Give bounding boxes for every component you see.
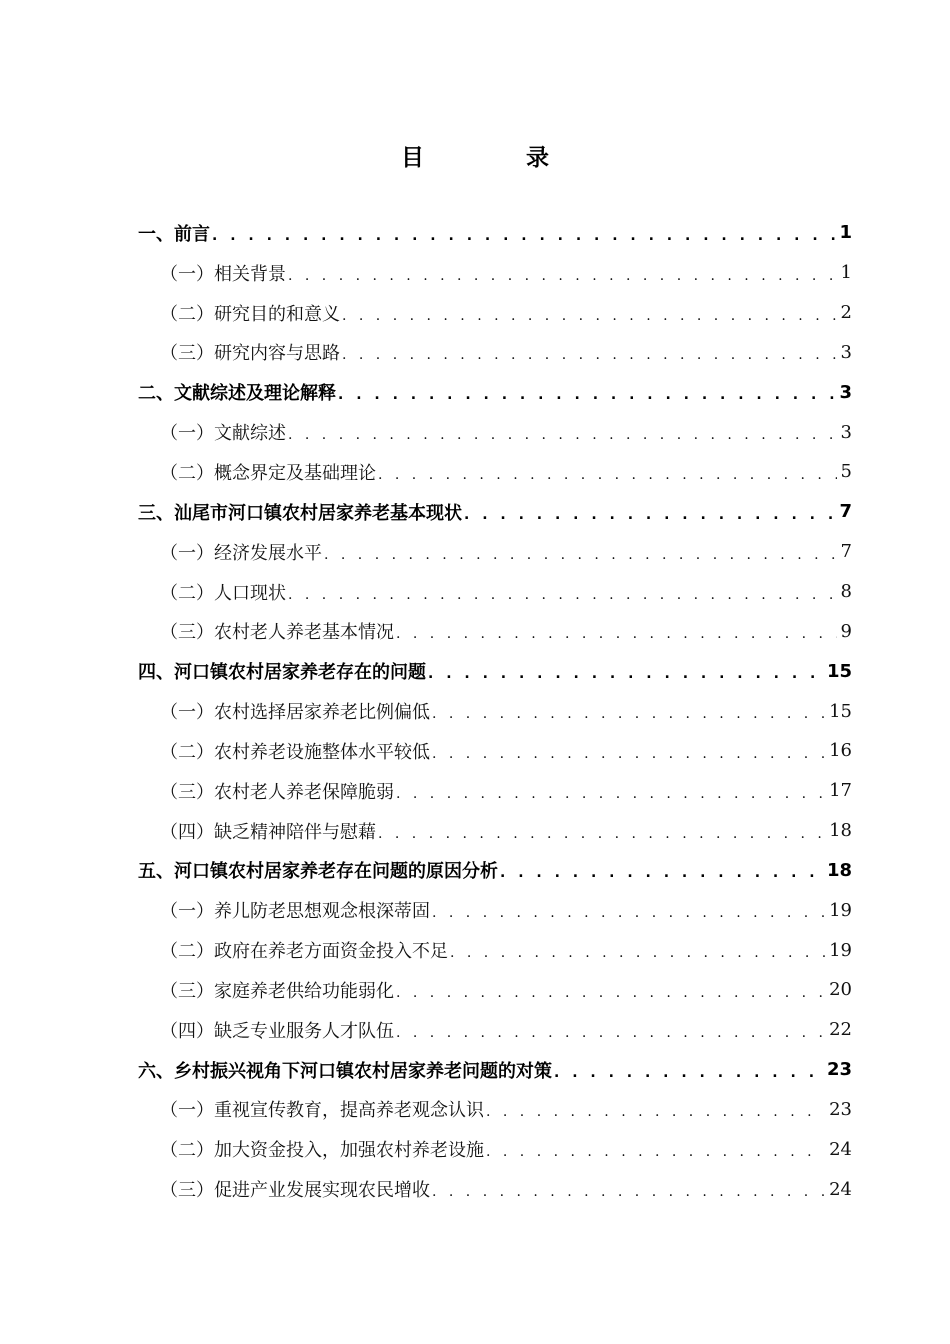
toc-leader-dots [288,587,837,603]
toc-entry-title: （三）促进产业发展实现农民增收 [160,1180,430,1202]
toc-page-number: 18 [829,820,852,842]
toc-entry-title: （二）加大资金投入，加强农村养老设施 [160,1140,484,1162]
toc-leader-dots [432,746,825,762]
toc-entry-title: （三）研究内容与思路 [160,343,340,365]
toc-entry[interactable] [138,851,852,891]
toc-page-number: 3 [840,341,852,363]
toc-leader-dots [212,228,835,244]
toc-leader-dots [342,308,837,324]
toc-entry[interactable] [138,890,852,930]
toc-page-number: 20 [829,979,852,1001]
toc-leader-dots [450,945,825,961]
toc-entry-title: （一）相关背景 [160,263,286,285]
toc-entry-title: （二）政府在养老方面资金投入不足 [160,941,448,963]
toc-entry[interactable] [138,492,852,532]
toc-entry[interactable] [138,293,852,333]
toc-entry-title: 一、前言 [138,223,210,245]
toc-page-number: 19 [829,899,852,921]
toc-entry-title: （一）养儿防老思想观念根深蒂固 [160,901,430,923]
toc-leader-dots [324,547,837,563]
toc-page-number: 9 [840,620,852,642]
toc-entry[interactable] [138,970,852,1010]
toc-entry-title: （一）经济发展水平 [160,542,322,564]
toc-page-number: 16 [829,740,852,762]
toc-entry-title: （三）家庭养老供给功能弱化 [160,980,394,1002]
toc-entry-title: 四、河口镇农村居家养老存在的问题 [138,662,426,684]
toc-entry[interactable] [138,572,852,612]
toc-leader-dots [432,905,825,921]
toc-leader-dots [432,1184,825,1200]
toc-entry[interactable] [138,1090,852,1130]
toc-page-number: 24 [829,1138,852,1160]
toc-entry[interactable] [138,253,852,293]
toc-leader-dots [396,1025,825,1041]
toc-entry-title: （四）缺乏专业服务人才队伍 [160,1020,394,1042]
toc-entry[interactable] [138,1010,852,1050]
toc-page-number: 22 [829,1019,852,1041]
toc-entry[interactable] [138,532,852,572]
toc-entry-title: 二、文献综述及理论解释 [138,383,336,405]
toc-page-number: 15 [829,700,852,722]
toc-entry-title: 六、乡村振兴视角下河口镇农村居家养老问题的对策 [138,1060,552,1082]
toc-entry[interactable] [138,611,852,651]
toc-leader-dots [396,626,837,642]
toc-page-number: 3 [840,421,852,443]
toc-entry[interactable] [138,213,852,253]
toc-leader-dots [288,268,837,284]
toc-entry[interactable] [138,1050,852,1090]
toc-page-number: 7 [839,501,852,523]
toc-page-number: 7 [840,541,852,563]
toc-page-number: 3 [839,381,852,403]
toc-page-number: 2 [840,302,852,324]
toc-page-number: 24 [829,1178,852,1200]
toc-page-number: 18 [826,859,852,881]
toc-entry-title: （一）文献综述 [160,423,286,445]
toc-leader-dots [486,1144,825,1160]
toc-leader-dots [396,985,825,1001]
toc-entry[interactable] [138,731,852,771]
toc-leader-dots [378,467,837,483]
toc-leader-dots [288,427,837,443]
toc-page-number: 5 [840,461,852,483]
toc-entry[interactable] [138,811,852,851]
toc-entry-title: （三）农村老人养老基本情况 [160,622,394,644]
toc-leader-dots [486,1104,825,1120]
table-of-contents [138,213,852,1209]
toc-entry[interactable] [138,1169,852,1209]
toc-entry[interactable] [138,1129,852,1169]
toc-leader-dots [396,786,825,802]
toc-entry-title: （一）农村选择居家养老比例偏低 [160,702,430,724]
toc-entry-title: （二）研究目的和意义 [160,303,340,325]
toc-leader-dots [500,865,823,881]
toc-leader-dots [378,826,825,842]
toc-entry-title: 三、汕尾市河口镇农村居家养老基本现状 [138,502,462,524]
toc-entry[interactable] [138,412,852,452]
toc-entry-title: （四）缺乏精神陪伴与慰藉 [160,821,376,843]
toc-leader-dots [432,706,825,722]
toc-entry[interactable] [138,333,852,373]
toc-entry-title: （二）人口现状 [160,582,286,604]
toc-leader-dots [464,507,835,523]
toc-leader-dots [554,1065,823,1081]
toc-leader-dots [338,387,835,403]
toc-leader-dots [428,666,823,682]
toc-entry-title: （一）重视宣传教育，提高养老观念认识 [160,1100,484,1122]
toc-page-number: 1 [840,262,852,284]
toc-page-number: 8 [840,581,852,603]
toc-entry-title: （二）概念界定及基础理论 [160,462,376,484]
toc-entry[interactable] [138,691,852,731]
toc-entry-title: （二）农村养老设施整体水平较低 [160,741,430,763]
toc-page-number: 1 [839,222,852,244]
toc-page-number: 19 [829,939,852,961]
toc-entry[interactable] [138,771,852,811]
toc-entry[interactable] [138,930,852,970]
toc-page-number: 23 [826,1059,852,1081]
toc-page-number: 17 [829,780,852,802]
toc-entry[interactable] [138,372,852,412]
page-title: 目录 [401,145,651,171]
toc-entry-title: （三）农村老人养老保障脆弱 [160,781,394,803]
toc-leader-dots [342,347,837,363]
toc-entry[interactable] [138,452,852,492]
toc-page-number: 15 [826,660,852,682]
toc-page-number: 23 [829,1098,852,1120]
toc-entry-title: 五、河口镇农村居家养老存在问题的原因分析 [138,861,498,883]
toc-entry[interactable] [138,651,852,691]
